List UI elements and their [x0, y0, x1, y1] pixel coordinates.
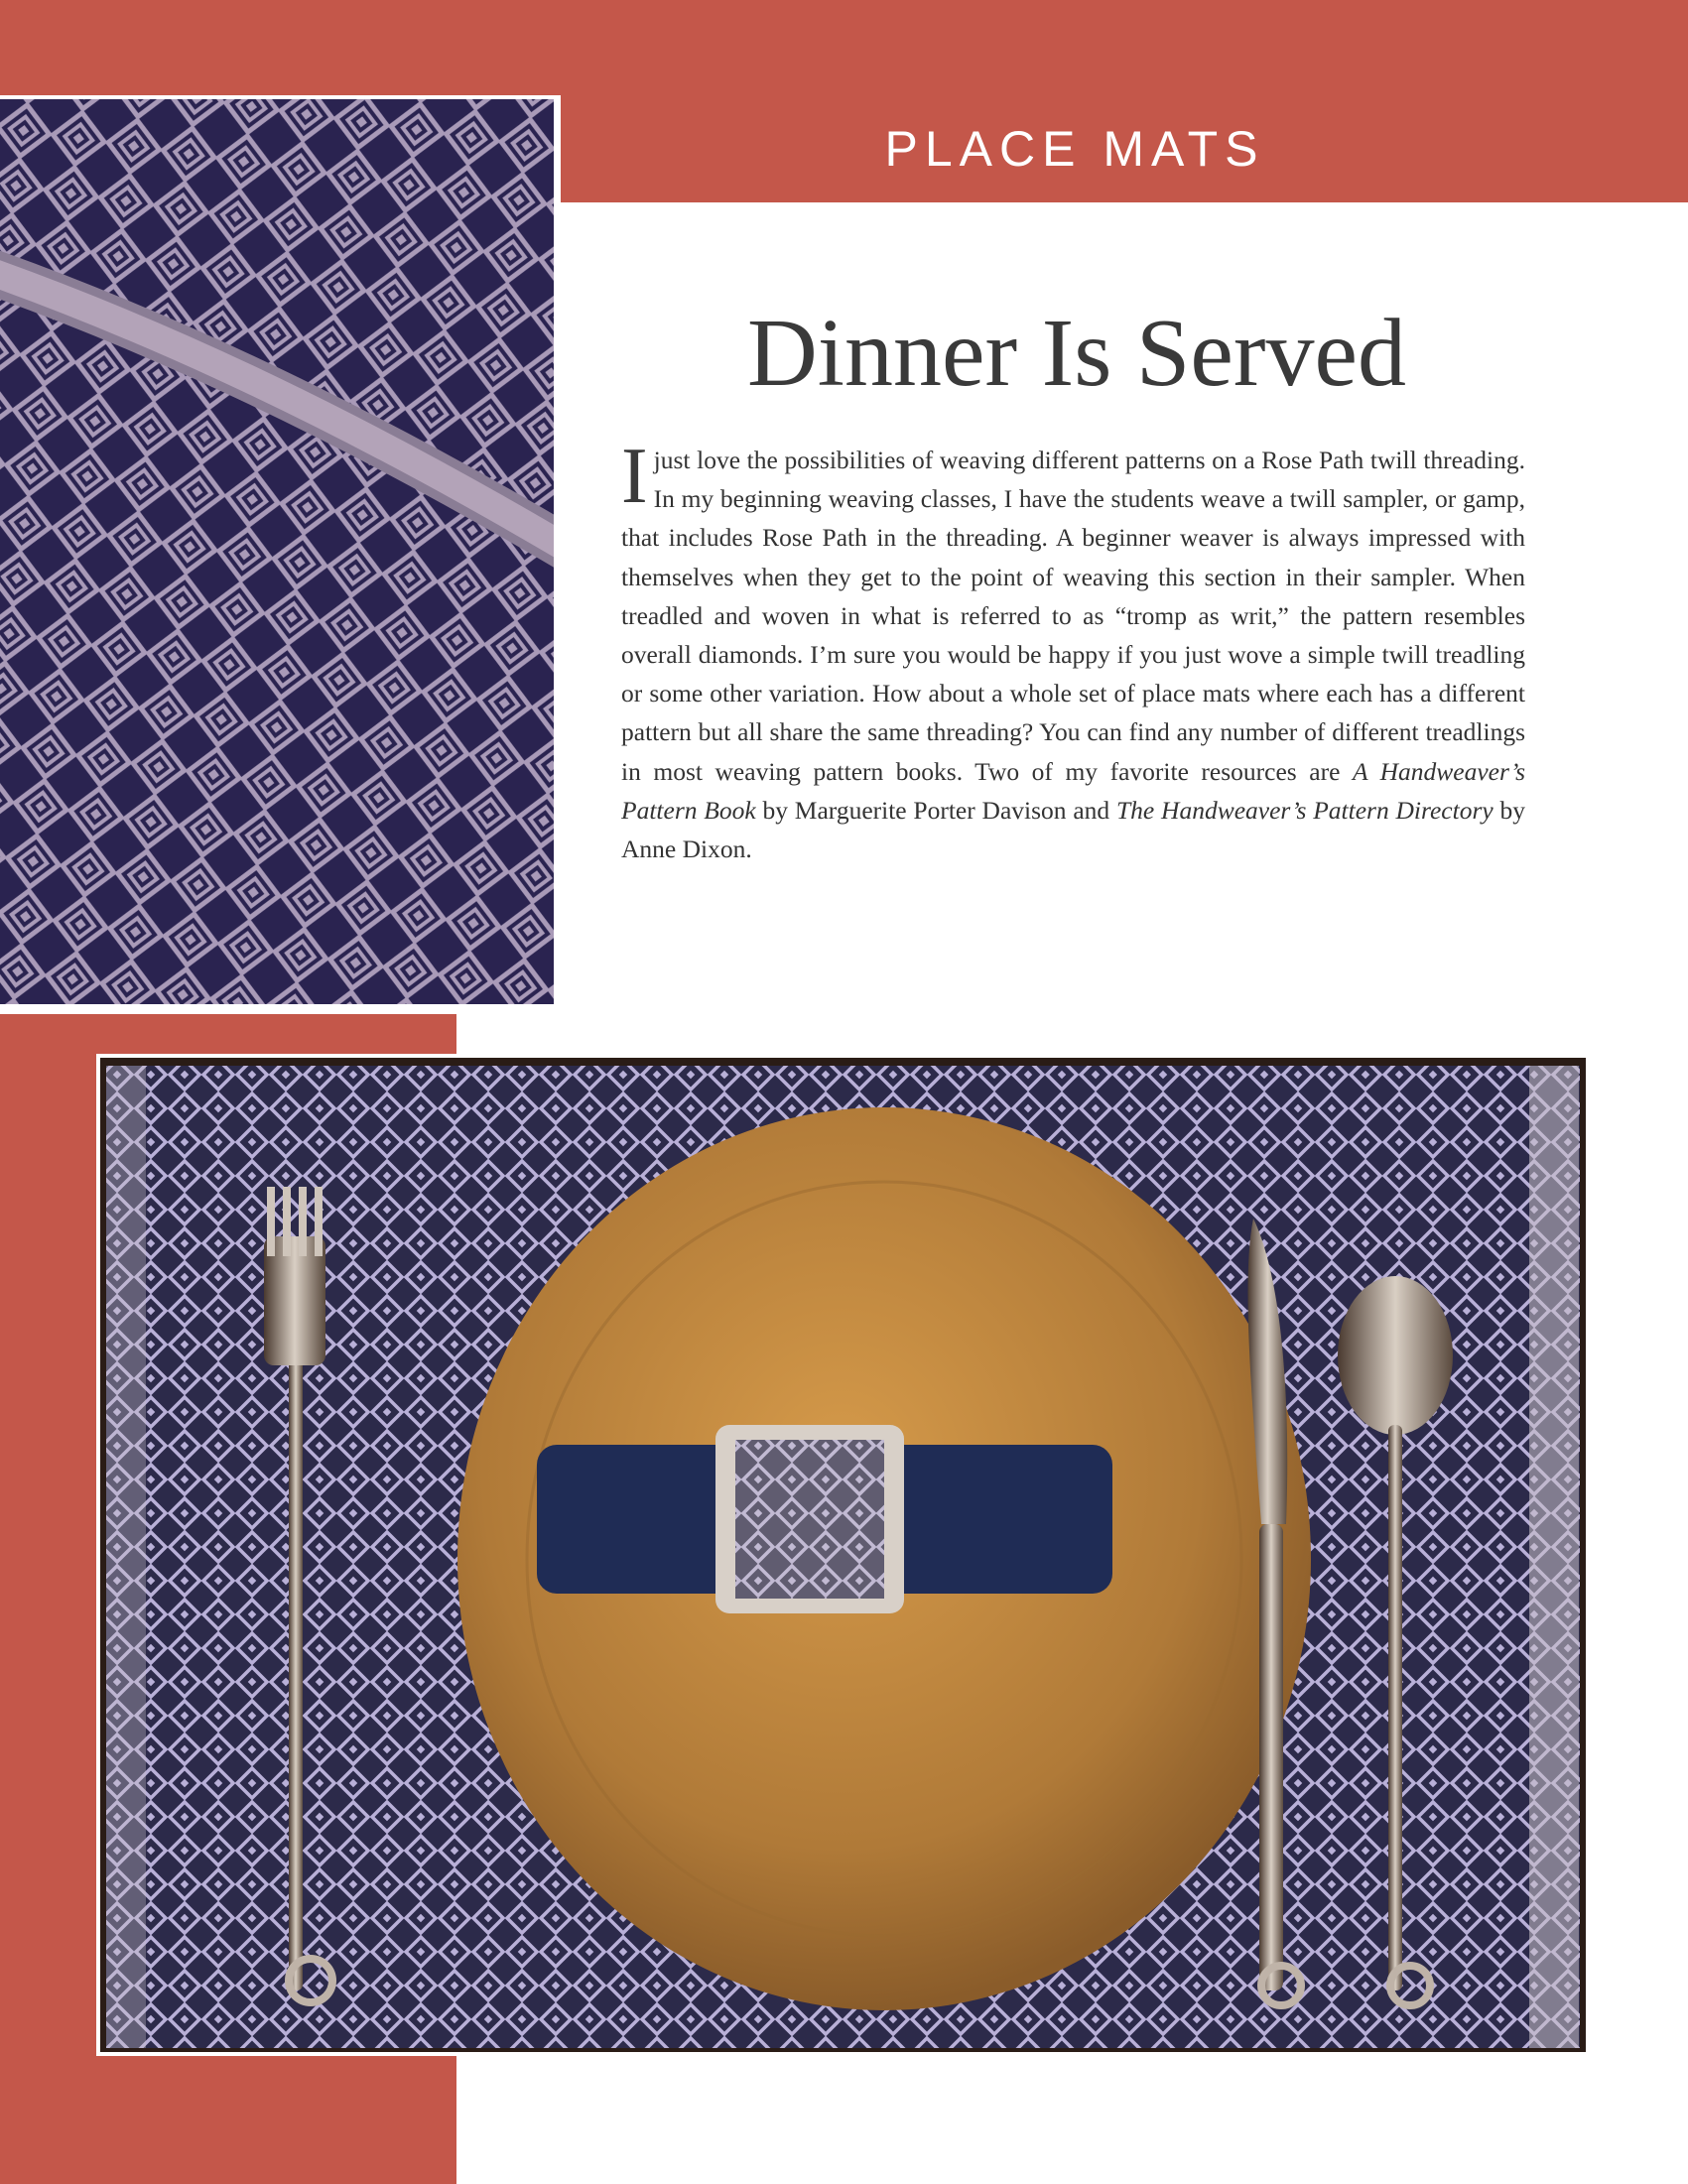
drop-cap: I — [621, 433, 648, 520]
place-setting-image — [100, 1058, 1586, 2052]
body-text-part-3: by Anne Dixon. — [621, 795, 1525, 864]
body-text-part-2: by Marguerite Porter Davison and — [755, 795, 1116, 825]
section-label: PLACE MATS — [884, 121, 1265, 177]
book-title-2: The Handweaver’s Pattern Directory — [1115, 795, 1493, 825]
article-body — [621, 433, 1525, 868]
book-title-1: A Handweaver’s Pattern Book — [621, 756, 1525, 825]
place-setting-photo — [100, 1058, 1586, 2052]
body-text-part-1: just love the possibilities of weaving different patterns on a Rose Path twill threading. In my beginning weaving classes, I have the students weave a twill sampler, or gamp, that includes Rose Path in the threading. A beginner weaver is always impressed with themselves when they get to the point of weaving this section in their sampler. When treadled and woven in what is referred to as “tromp as writ,” the pattern resembles overall diamonds. I’m sure you would be happy if you just wove a simple twill treadling or some other variation. How about a whole set of place mats where each has a different pattern but all share the same threading? You can find any number of different treadlings in most weaving pattern books. Two of my favorite resources are — [621, 446, 1525, 786]
fabric-closeup-image — [0, 99, 554, 1004]
main-photo-frame — [96, 1054, 1590, 2056]
article-title: Dinner Is Served — [746, 300, 1407, 407]
fabric-closeup-photo — [0, 99, 554, 1004]
top-accent-band — [0, 0, 1688, 95]
top-photo-frame — [0, 95, 561, 1012]
